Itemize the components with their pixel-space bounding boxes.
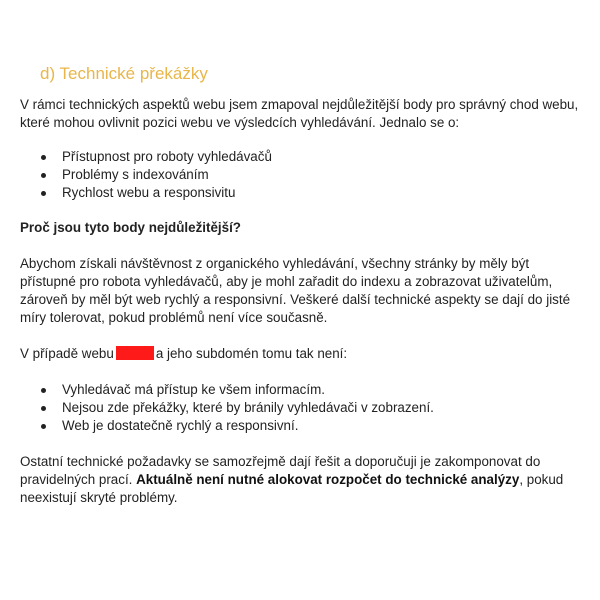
answer-paragraph: Abychom získali návštěvnost z organického vyhledávání, všechny stránky by měly být přístupné pro robota vyhledávačů, aby je mohl zařadit do indexu a zobrazovat uživatelům, zároveň by měl být web rychlý a responsivní. Veškeré další technické aspekty se dají do jisté míry tolerovat, pokud problémů není více současně. [20,256,571,325]
list-item: Web je dostatečně rychlý a responsivní. [20,417,585,435]
case-text-before: V případě webu [20,346,114,361]
list-item: Vyhledávač má přístup ke všem informacím. [20,381,585,399]
findings-list [20,381,585,435]
list-item: Přístupnost pro roboty vyhledávačů [20,148,585,166]
list-item: Rychlost webu a responsivitu [20,184,585,202]
document-page [20,62,585,507]
redaction-box [116,346,154,360]
question-heading: Proč jsou tyto body nejdůležitější? [20,220,241,235]
conclusion-text-after: , pokud neexistují skryté problémy. [20,472,564,505]
conclusion-text-before: Ostatní technické požadavky se samozřejmě dají řešit a doporučuji je zakomponovat do pravidelných prací. [20,454,541,487]
conclusion-bold-text: Aktuálně není nutné alokovat rozpočet do technické analýzy [136,472,520,487]
list-item: Nejsou zde překážky, které by bránily vyhledávači v zobrazení. [20,399,585,417]
conclusion-paragraph [20,453,585,507]
intro-paragraph: V rámci technických aspektů webu jsem zmapoval nejdůležitější body pro správný chod webu, které mohou ovlivnit pozici webu ve výsledcích vyhledávání. Jednalo se o: [20,97,579,130]
case-text-after: a jeho subdomén tomu tak není: [155,346,348,361]
case-paragraph [20,345,585,363]
key-points-list [20,148,585,202]
section-heading: d) Technické překážky [40,64,208,83]
list-item: Problémy s indexováním [20,166,585,184]
